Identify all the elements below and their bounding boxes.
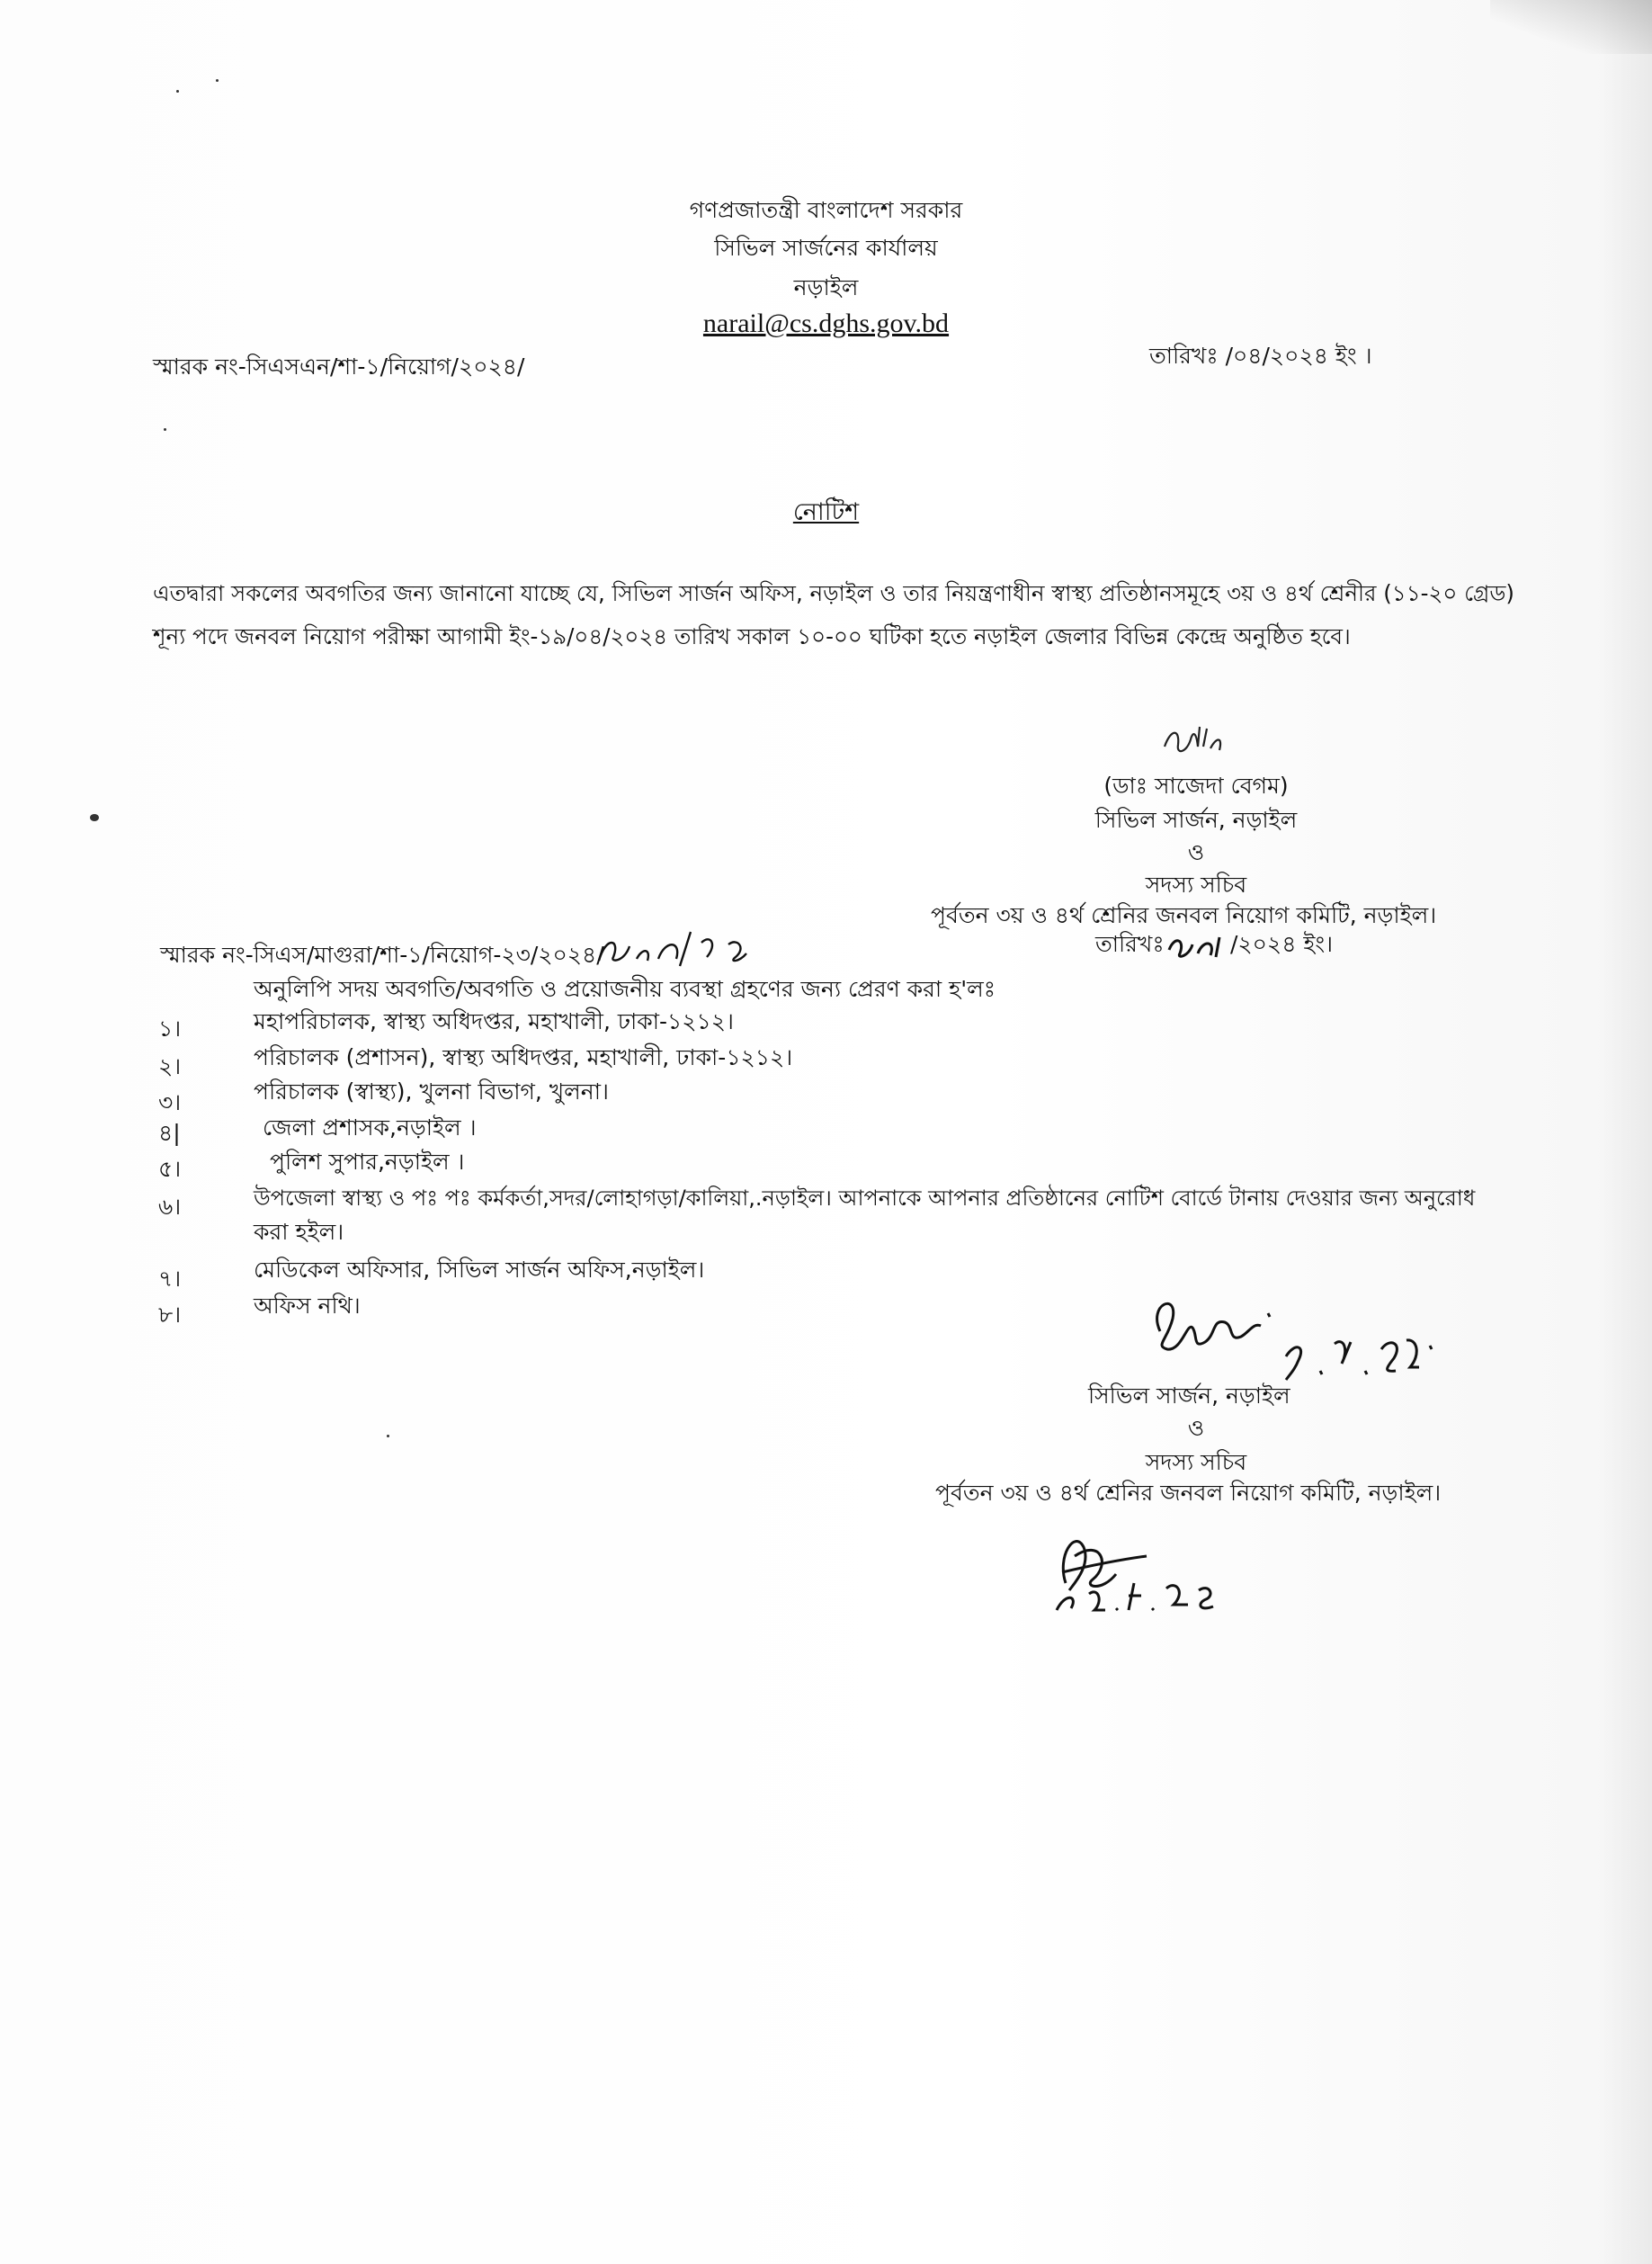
memo-2-date-label: তারিখঃ [1095, 931, 1165, 957]
distribution-number-4: ৪| [158, 1120, 181, 1146]
distribution-number-2: ২। [158, 1053, 182, 1079]
notice-body-line-1: এতদ্বারা সকলের অবগতির জন্য জানানো যাচ্ছে যে, সিভিল সার্জন অফিস, নড়াইল ও তার নিয়ন্ত্রণাধীন স্বাস্থ্য প্রতিষ্ঠানসমূহে ৩য় ও ৪র্থ শ্রেনীর (১১-২০ গ্রেড) [153, 580, 1514, 606]
signature-2-designation: সিভিল সার্জন, নড়াইল [1088, 1383, 1290, 1409]
memo-2-date-suffix: /২০২৪ ইং। [1230, 931, 1334, 957]
distribution-number-6: ৬। [158, 1194, 182, 1220]
distribution-item-8: অফিস নথি। [254, 1293, 361, 1319]
scan-speck [164, 428, 166, 431]
notice-body-line-2: শূন্য পদে জনবল নিয়োগ পরীক্ষা আগামী ইং-১৯/০৪/২০২৪ তারিখ সকাল ১০-০০ ঘটিকা হতে নড়াইল জেলার বিভিন্ন কেন্দ্রে অনুষ্ঠিত হবে। [153, 623, 1351, 649]
signature-1-name: (ডাঃ সাজেদা বেগম) [1103, 773, 1289, 799]
district-name: নড়াইল [793, 274, 859, 300]
distribution-number-1: ১। [158, 1016, 182, 1042]
signature-1-conjunction: ও [1187, 839, 1205, 865]
scan-speck [216, 79, 219, 82]
memo-date: তারিখঃ /০৪/২০২৪ ইং । [1149, 343, 1372, 369]
office-name: সিভিল সার্জনের কার্যালয় [714, 235, 938, 261]
scan-edge-shadow [1598, 0, 1652, 2264]
distribution-intro: অনুলিপি সদয় অবগতি/অবগতি ও প্রয়োজনীয় ব্যবস্থা গ্রহণের জন্য প্রেরণ করা হ'লঃ [254, 976, 996, 1002]
signature-2-committee: পূর্বতন ৩য় ও ৪র্থ শ্রেনির জনবল নিয়োগ কমিটি, নড়াইল। [935, 1480, 1442, 1506]
scan-speck [387, 1435, 389, 1437]
signature-1-designation: সিভিল সার্জন, নড়াইল [1094, 807, 1298, 833]
distribution-number-3: ৩। [158, 1089, 182, 1115]
distribution-number-7: ৭। [158, 1266, 182, 1292]
distribution-number-5: ৫। [158, 1156, 182, 1182]
signature-2-role: সদস্য সচিব [1145, 1449, 1247, 1475]
scan-speck [176, 90, 179, 93]
signature-2-conjunction: ও [1187, 1415, 1205, 1441]
handwritten-memo-date [1165, 930, 1230, 961]
distribution-item-2: পরিচালক (প্রশাসন), স্বাস্থ্য অধিদপ্তর, মহাখালী, ঢাকা-১২১২। [254, 1044, 793, 1070]
notice-title: নোটিশ [792, 498, 860, 526]
signature-2-image [1142, 1286, 1448, 1394]
signature-1-committee: পূর্বতন ৩য় ও ৪র্থ শ্রেনির জনবল নিয়োগ কমিটি, নড়াইল। [931, 902, 1437, 928]
distribution-item-7: মেডিকেল অফিসার, সিভিল সার্জন অফিস,নড়াইল। [254, 1257, 705, 1283]
distribution-item-6: উপজেলা স্বাস্থ্য ও পঃ পঃ কর্মকর্তা,সদর/লোহাগড়া/কালিয়া,.নড়াইল। আপনাকে আপনার প্রতিষ্ঠানের নোটিশ বোর্ডে টানায় দেওয়ার জন্য অনুরোধ [254, 1186, 1476, 1211]
distribution-item-6-continued: করা হইল। [254, 1219, 344, 1245]
office-email-link[interactable]: narail@cs.dghs.gov.bd [702, 309, 950, 338]
distribution-item-5: পুলিশ সুপার,নড়াইল । [270, 1149, 465, 1175]
government-name: গণপ্রজাতন্ত্রী বাংলাদেশ সরকার [689, 197, 963, 223]
initial-signature-image [1048, 1520, 1246, 1619]
distribution-item-1: মহাপরিচালক, স্বাস্থ্য অধিদপ্তর, মহাখালী, ঢাকা-১২১২। [254, 1008, 734, 1034]
handwritten-memo-number [594, 926, 764, 970]
distribution-number-8: ৮। [158, 1302, 182, 1328]
distribution-item-3: পরিচালক (স্বাস্থ্য), খুলনা বিভাগ, খুলনা। [254, 1078, 609, 1105]
scan-corner-shadow [1490, 0, 1652, 54]
scan-speck [90, 814, 99, 821]
signature-1-image [1160, 720, 1241, 765]
distribution-item-4: জেলা প্রশাসক,নড়াইল । [263, 1114, 477, 1141]
memo-reference: স্মারক নং-সিএসএন/শা-১/নিয়োগ/২০২৪/ [153, 353, 525, 380]
memo-2-reference: স্মারক নং-সিএস/মাগুরা/শা-১/নিয়োগ-২৩/২০২৪/ [160, 942, 604, 968]
signature-1-role: সদস্য সচিব [1145, 872, 1247, 898]
